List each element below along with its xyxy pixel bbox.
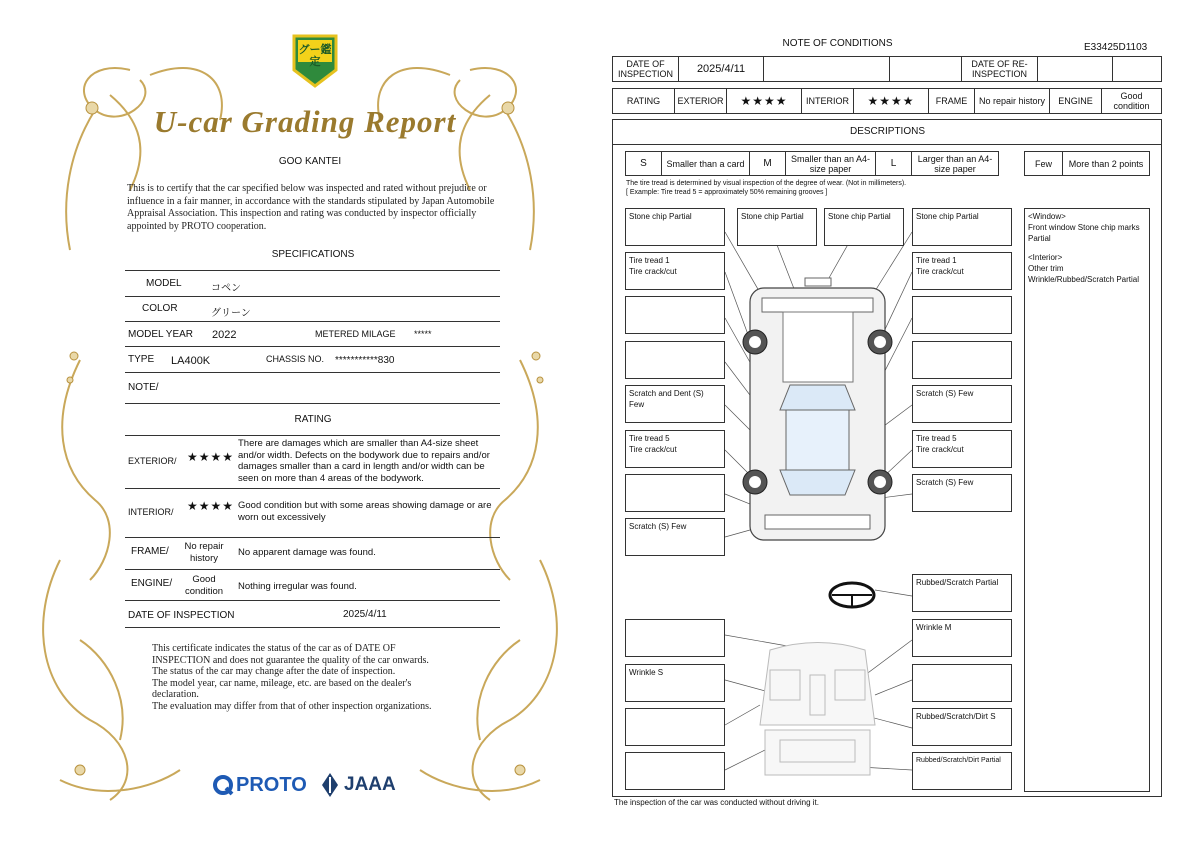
reinspection-label: DATE OF RE-INSPECTION — [962, 57, 1038, 81]
engine-label: ENGINE — [1050, 89, 1102, 113]
side-notes — [1024, 208, 1150, 792]
disclaimer-line: The status of the car may change after the date of inspection. — [152, 666, 396, 678]
note-box — [824, 208, 904, 246]
note-text: Stone chip Partial — [828, 212, 891, 221]
engine-value: Good condition — [1113, 91, 1150, 111]
descriptions-heading: DESCRIPTIONS — [849, 126, 925, 137]
note-text: Stone chip Partial — [629, 212, 692, 221]
note-box — [737, 208, 817, 246]
badge-label: グー鑑定 — [298, 44, 332, 68]
note-text: Wrinkle M — [916, 623, 952, 632]
note-label: NOTE/ — [128, 382, 159, 393]
disclaimer-line: INSPECTION and does not guarantee the quality of the car onwards. — [152, 654, 429, 666]
date-of-inspection-label: DATE OF INSPECTION — [613, 57, 679, 81]
note-box — [912, 385, 1012, 423]
tread-note: The tire tread is determined by visual inspection of the degree of wear. (Not in millimeters). — [626, 180, 907, 187]
note-text: Tire crack/cut — [916, 445, 964, 454]
footer-note: The inspection of the car was conducted without driving it. — [614, 798, 819, 807]
color-value: グリーン — [211, 308, 251, 319]
note-text: Tire crack/cut — [629, 267, 677, 276]
note-box — [912, 296, 1012, 334]
note-text: Scratch and Dent (S) Few — [629, 389, 704, 409]
note-box — [625, 752, 725, 790]
goo-kantei-badge — [288, 32, 342, 90]
engine-value: Good condition — [184, 574, 224, 597]
note-text: Tire crack/cut — [629, 445, 677, 454]
note-box — [912, 708, 1012, 746]
legend-few-text: More than 2 points — [1068, 158, 1144, 169]
date-of-inspection-value: 2025/4/11 — [343, 609, 387, 620]
model-year-value: 2022 — [212, 329, 237, 341]
disclaimer-line: declaration. — [152, 689, 199, 701]
legend-m-code: M — [750, 152, 786, 175]
metered-mileage-label: METERED MILAGE — [315, 329, 396, 339]
model-value: コペン — [211, 283, 241, 294]
note-text: Tire crack/cut — [916, 267, 964, 276]
legend-few-code: Few — [1025, 152, 1063, 175]
exterior-label: EXTERIOR/ — [128, 456, 177, 466]
note-box — [625, 208, 725, 246]
legend-s-text: Smaller than a card — [662, 152, 750, 175]
note-text: Scratch (S) Few — [629, 522, 687, 531]
proto-q-icon — [212, 774, 234, 796]
note-box — [912, 619, 1012, 657]
exterior-stars: ★★★★ — [187, 450, 235, 464]
interior-stars: ★★★★ — [187, 499, 235, 513]
note-text: Scratch (S) Few — [916, 478, 974, 487]
note-text: Tire tread 1 — [916, 256, 957, 265]
note-text: Rubbed/Scratch/Dirt S — [916, 712, 996, 721]
disclaimer — [152, 643, 482, 713]
frame-label: FRAME/ — [131, 546, 169, 557]
metered-mileage-value: ***** — [414, 329, 432, 339]
note-box — [625, 341, 725, 379]
proto-logo — [212, 770, 307, 800]
exterior-label: EXTERIOR — [675, 89, 727, 113]
color-label: COLOR — [142, 303, 178, 314]
engine-desc: Nothing irregular was found. — [238, 581, 357, 592]
note-text: Tire tread 5 — [629, 434, 670, 443]
legend-l-code: L — [876, 152, 912, 175]
interior-heading: <Interior> — [1028, 253, 1063, 262]
exterior-desc: There are damages which are smaller than A4-size sheet and/or width. Defects on the bodywork due to repairs and/or damages smaller than a card in length and/or width can be seen on more than 4 areas of the bodywork. — [238, 438, 490, 484]
frame-label: FRAME — [929, 89, 975, 113]
proto-logo-text: PROTO — [236, 773, 307, 796]
interior-text: Other trim Wrinkle/Rubbed/Scratch Partial — [1028, 264, 1140, 284]
note-box — [625, 664, 725, 702]
legend-l-text: Larger than an A4-size paper — [917, 153, 993, 174]
window-text: Front window Stone chip marks Partial — [1028, 223, 1140, 243]
rating-heading: RATING — [294, 414, 332, 425]
note-box — [625, 385, 725, 423]
chassis-label: CHASSIS NO. — [266, 354, 325, 364]
frame-desc: No apparent damage was found. — [238, 547, 376, 558]
disclaimer-line: This certificate indicates the status of the car as of DATE OF — [152, 643, 396, 654]
frame-value: No repair history — [975, 89, 1050, 113]
note-text: Stone chip Partial — [916, 212, 979, 221]
note-box — [625, 518, 725, 556]
tread-example: [ Example: Tire tread 5 = approximately 50% remaining grooves ] — [626, 189, 828, 196]
note-box — [625, 296, 725, 334]
note-of-conditions — [600, 0, 1200, 848]
doc-id: E33425D1103 — [1084, 42, 1148, 53]
note-text: Scratch (S) Few — [916, 389, 974, 398]
note-text: Wrinkle S — [629, 668, 664, 677]
note-box — [625, 619, 725, 657]
note-text: Tire tread 5 — [916, 434, 957, 443]
note-text: Tire tread 1 — [629, 256, 670, 265]
note-box — [912, 474, 1012, 512]
interior-desc: Good condition but with some areas showing damage or are worn out excessively — [238, 500, 492, 523]
interior-stars: ★★★★ — [854, 89, 929, 113]
note-text: Rubbed/Scratch/Dirt Partial — [916, 757, 1001, 764]
note-box — [912, 664, 1012, 702]
note-text: Rubbed/Scratch Partial — [916, 578, 999, 587]
note-box — [625, 708, 725, 746]
note-box — [625, 474, 725, 512]
jaaa-logo-text: JAAA — [344, 774, 396, 795]
note-box — [912, 208, 1012, 246]
disclaimer-line: The model year, car name, mileage, etc. are based on the dealer's — [152, 677, 412, 689]
report-subtitle: GOO KANTEI — [278, 156, 342, 167]
intro-text: This is to certify that the car specified below was inspected and rated without prejudice or influence in a fair manner, in accordance with the standards stipulated by Japan Automobile Appraisal Association. This inspection and rating was conducted by inspector officially appointed by PROTO cooperation. — [127, 183, 495, 232]
interior-label: INTERIOR/ — [128, 507, 174, 517]
note-box — [625, 252, 725, 290]
jaaa-emblem-icon — [320, 772, 340, 798]
exterior-stars: ★★★★ — [727, 89, 802, 113]
rating-label: RATING — [613, 89, 675, 113]
date-of-inspection-value: 2025/4/11 — [679, 57, 764, 81]
legend-s-code: S — [626, 152, 662, 175]
specifications-heading: SPECIFICATIONS — [271, 249, 355, 260]
note-text: Stone chip Partial — [741, 212, 804, 221]
type-label: TYPE — [128, 354, 155, 365]
note-box — [912, 752, 1012, 790]
type-value: LA400K — [171, 355, 211, 367]
chassis-value: ***********830 — [335, 355, 395, 366]
legend-m-text: Smaller than an A4-size paper — [786, 152, 876, 175]
disclaimer-line: The evaluation may differ from that of other inspection organizations. — [152, 700, 432, 712]
report-title: U-car Grading Report — [153, 104, 457, 139]
jaaa-logo — [320, 770, 396, 800]
note-box — [912, 341, 1012, 379]
engine-label: ENGINE/ — [131, 578, 173, 589]
model-year-label: MODEL YEAR — [128, 329, 194, 340]
date-of-inspection-label: DATE OF INSPECTION — [128, 610, 235, 621]
model-label: MODEL — [146, 278, 182, 289]
conditions-title: NOTE OF CONDITIONS — [782, 38, 893, 49]
note-box — [912, 574, 1012, 612]
note-box — [912, 430, 1012, 468]
note-box — [912, 252, 1012, 290]
window-heading: <Window> — [1028, 212, 1066, 221]
note-box — [625, 430, 725, 468]
frame-value: No repair history — [184, 541, 224, 564]
interior-label: INTERIOR — [802, 89, 854, 113]
